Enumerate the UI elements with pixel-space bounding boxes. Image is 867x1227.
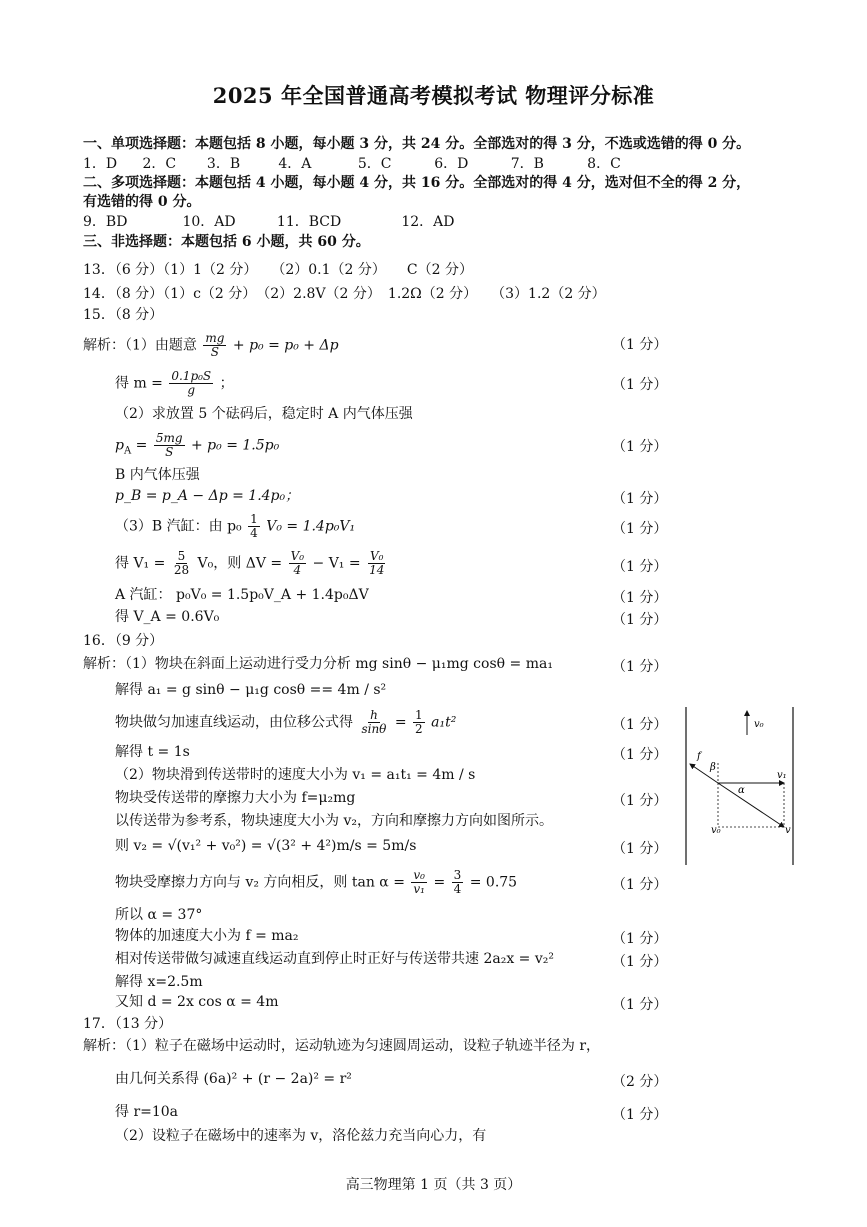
- frac-den: 4: [250, 526, 258, 540]
- fraction-5-28: [172, 550, 191, 577]
- frac-den: 2: [415, 722, 423, 736]
- frac-num: 5mg: [155, 431, 183, 445]
- q16-line13: 解得 x=2.5m: [115, 974, 203, 990]
- q16-points-2: （1 分）: [612, 717, 668, 733]
- q15-l4-rest: + p₀ = 1.5p₀: [191, 437, 280, 454]
- answer-8: 8．C: [587, 156, 621, 172]
- q17-heading: 17．（13 分）: [83, 1016, 173, 1032]
- frac-den: v₁: [413, 882, 425, 896]
- frac-den: g: [187, 383, 196, 397]
- fraction-v0-v1: [411, 869, 427, 896]
- q16-line12: 相对传送带做匀减速直线运动直到停止时正好与传送带共速 2a₂x = v₂²: [115, 951, 554, 967]
- frac-den: 4: [293, 563, 302, 577]
- fraction-v0-14: [367, 550, 386, 577]
- q15-l8-mid: V₀，则 ΔV =: [197, 555, 283, 572]
- q16-line1: 解析：（1）物块在斜面上运动进行受力分析 mg sinθ − μ₁mg cosθ = ma₁: [83, 656, 553, 672]
- f-label: f: [697, 751, 701, 762]
- q16-l3-eq: =: [394, 714, 407, 731]
- section2-heading-1: 二、多项选择题：本题包括 4 小题，每小题 4 分，共 16 分。全部选对的得 4 分，选对但不全的得 2 分，: [83, 175, 751, 191]
- q17-points-2: （1 分）: [612, 1107, 668, 1123]
- fraction-quarter: [248, 513, 260, 540]
- fraction-mg-over-s: [203, 332, 226, 359]
- q15-points-3: （1 分）: [612, 439, 668, 455]
- frac-den: 14: [369, 563, 385, 577]
- frac-den: 4: [453, 882, 462, 896]
- q15-l7-text: （3）B 汽缸：由 p₀: [115, 518, 242, 535]
- frac-num: V₀: [369, 549, 384, 563]
- section1-answers: [83, 156, 621, 173]
- v0-bottom-label: v₀: [711, 825, 721, 836]
- frac-den: sinθ: [361, 722, 387, 736]
- v-arrow: [718, 783, 784, 827]
- frac-den: 28: [173, 563, 190, 577]
- fraction-3-4: [452, 869, 464, 896]
- q15-l4-p: p: [115, 437, 124, 454]
- q17-line1: 解析：（1）粒子在磁场中运动时，运动轨迹为匀速圆周运动，设粒子轨迹半径为 r，: [83, 1038, 601, 1054]
- q16-points-8: （1 分）: [612, 954, 668, 970]
- frac-num: 5: [177, 549, 186, 563]
- q15-l1-text: 解析：（1）由题意: [83, 337, 197, 354]
- q15-line7: [115, 513, 355, 540]
- q15-line5: B 内气体压强: [115, 467, 200, 483]
- q16-line10: 所以 α = 37°: [115, 907, 203, 923]
- q16-line2: 解得 a₁ = g sinθ − μ₁g cosθ == 4m / s²: [115, 682, 387, 698]
- q15-points-6: （1 分）: [612, 559, 668, 575]
- q16-points-3: （1 分）: [612, 747, 668, 763]
- v-label: v: [785, 825, 791, 836]
- q16-line11: 物体的加速度大小为 f = ma₂: [115, 928, 299, 944]
- q15-line2: [115, 370, 234, 397]
- section2-heading-2: 有选错的得 0 分。: [83, 194, 201, 210]
- q17-line2: 由几何关系得 (6a)² + (r − 2a)² = r²: [115, 1071, 352, 1087]
- section2-answers: [83, 214, 455, 231]
- fraction-v0-4: [289, 550, 306, 577]
- answer-2: 2．C: [142, 156, 177, 172]
- fraction-h-sin: [359, 709, 388, 736]
- frac-num: h: [370, 708, 378, 722]
- q17-line3: 得 r=10a: [115, 1104, 179, 1120]
- v0-top-label: v₀: [754, 719, 764, 730]
- q15-points-8: （1 分）: [612, 612, 668, 628]
- q15-l7-eq: V₀ = 1.4p₀V₁: [266, 518, 356, 535]
- q16-points-7: （1 分）: [612, 931, 668, 947]
- answer-10: 10．AD: [182, 214, 236, 230]
- q16-line5: （2）物块滑到传送带时的速度大小为 v₁ = a₁t₁ = 4m / s: [115, 767, 476, 783]
- q15-points-5: （1 分）: [612, 521, 668, 537]
- fraction-5mg-over-s: [154, 432, 185, 459]
- frac-num: 1: [415, 708, 423, 722]
- answer-3: 3．B: [206, 156, 241, 172]
- q16-l3-rest: a₁t²: [431, 714, 457, 731]
- q16-points-1: （1 分）: [612, 659, 668, 675]
- v1-label: v₁: [777, 770, 787, 781]
- answer-6: 6．D: [434, 156, 469, 172]
- answer-7: 7．B: [510, 156, 544, 172]
- q16-points-4: （1 分）: [612, 793, 668, 809]
- page-title: 2025 年全国普通高考模拟考试 物理评分标准: [212, 83, 655, 108]
- frac-den: S: [165, 445, 174, 459]
- fraction-half: [413, 709, 425, 736]
- q16-line8: 则 v₂ = √(v₁² + v₀²) = √(3² + 4²)m/s = 5m/s: [115, 838, 417, 854]
- q15-line4: [115, 432, 279, 459]
- answer-12: 12．AD: [401, 214, 455, 230]
- q16-l3-text: 物块做匀加速直线运动，由位移公式得: [115, 714, 353, 731]
- q15-l1-eq: + p₀ = p₀ + Δp: [232, 337, 339, 354]
- q16-line9: [115, 869, 517, 896]
- q15-l2-end: ；: [219, 375, 234, 392]
- q15-line1: [83, 332, 339, 359]
- q15-points-7: （1 分）: [612, 590, 668, 606]
- q16-points-9: （1 分）: [612, 997, 668, 1013]
- q15-line8: [115, 550, 388, 577]
- q15-l4-eq: =: [131, 437, 148, 454]
- q15-line3: （2）求放置 5 个砝码后，稳定时 A 内气体压强: [115, 406, 413, 422]
- q15-line6: p_B = p_A − Δp = 1.4p₀；: [115, 488, 300, 504]
- q15-points-2: （1 分）: [612, 377, 668, 393]
- answer-5: 5．C: [357, 156, 392, 172]
- answer-11: 11．BCD: [276, 214, 342, 230]
- frac-num: v₀: [413, 868, 425, 882]
- q16-line4: 解得 t = 1s: [115, 744, 190, 760]
- q16-line14: 又知 d = 2x cos α = 4m: [115, 994, 279, 1010]
- q16-line3: [115, 709, 456, 736]
- q16-line6: 物块受传送带的摩擦力大小为 f=μ₂mg: [115, 790, 356, 806]
- q17-line4: （2）设粒子在磁场中的速率为 v，洛伦兹力充当向心力，有: [115, 1128, 487, 1144]
- answer-4: 4．A: [278, 156, 312, 172]
- q15-points-4: （1 分）: [612, 491, 668, 507]
- q15-heading: 15．（8 分）: [83, 307, 164, 323]
- answer-9: 9．BD: [83, 214, 128, 230]
- page-footer: 高三物理第 1 页（共 3 页）: [345, 1177, 522, 1193]
- q15-l2-text: 得 m =: [115, 375, 163, 392]
- frac-num: 3: [453, 868, 462, 882]
- q15-l8-text: 得 V₁ =: [115, 555, 166, 572]
- q16-l9-text: 物块受摩擦力方向与 v₂ 方向相反，则 tan α =: [115, 874, 405, 891]
- velocity-diagram: [684, 707, 796, 867]
- q14-answer: 14．（8 分）（1）c（2 分） （2）2.8V（2 分） 1.2Ω（2 分） （3）1.2（2 分）: [83, 286, 606, 302]
- q16-l9-eq: =: [433, 874, 446, 891]
- fraction-mass: [169, 370, 213, 397]
- frac-num: V₀: [290, 549, 305, 563]
- section1-heading: 一、单项选择题：本题包括 8 小题，每小题 3 分，共 24 分。全部选对的得 3 分，不选或选错的得 0 分。: [83, 136, 751, 152]
- q15-l4-sub: A: [123, 445, 132, 457]
- frac-num: mg: [205, 331, 225, 345]
- q15-line10: 得 V_A = 0.6V₀: [115, 609, 220, 625]
- q16-heading: 16．（9 分）: [83, 633, 164, 649]
- section3-heading: 三、非选择题：本题包括 6 小题，共 60 分。: [83, 234, 370, 250]
- q13-answer: 13．（6 分）（1）1（2 分） （2）0.1（2 分） C（2 分）: [83, 262, 473, 278]
- beta-label: β: [710, 762, 716, 773]
- frac-den: S: [210, 345, 220, 359]
- q16-line7: 以传送带为参考系，物块速度大小为 v₂，方向和摩擦力方向如图所示。: [115, 813, 553, 829]
- q15-line9: A 汽缸： p₀V₀ = 1.5p₀V_A + 1.4p₀ΔV: [115, 587, 369, 603]
- q16-points-6: （1 分）: [612, 877, 668, 893]
- q15-points-1: （1 分）: [612, 337, 668, 353]
- q17-points-1: （2 分）: [612, 1074, 668, 1090]
- alpha-label: α: [738, 785, 745, 796]
- q16-l9-rest: = 0.75: [469, 874, 518, 891]
- q16-points-5: （1 分）: [612, 841, 668, 857]
- q15-l8-rest: − V₁ =: [312, 555, 361, 572]
- frac-num: 0.1p₀S: [171, 369, 212, 383]
- frac-num: 1: [250, 512, 258, 526]
- answer-1: 1．D: [83, 156, 118, 172]
